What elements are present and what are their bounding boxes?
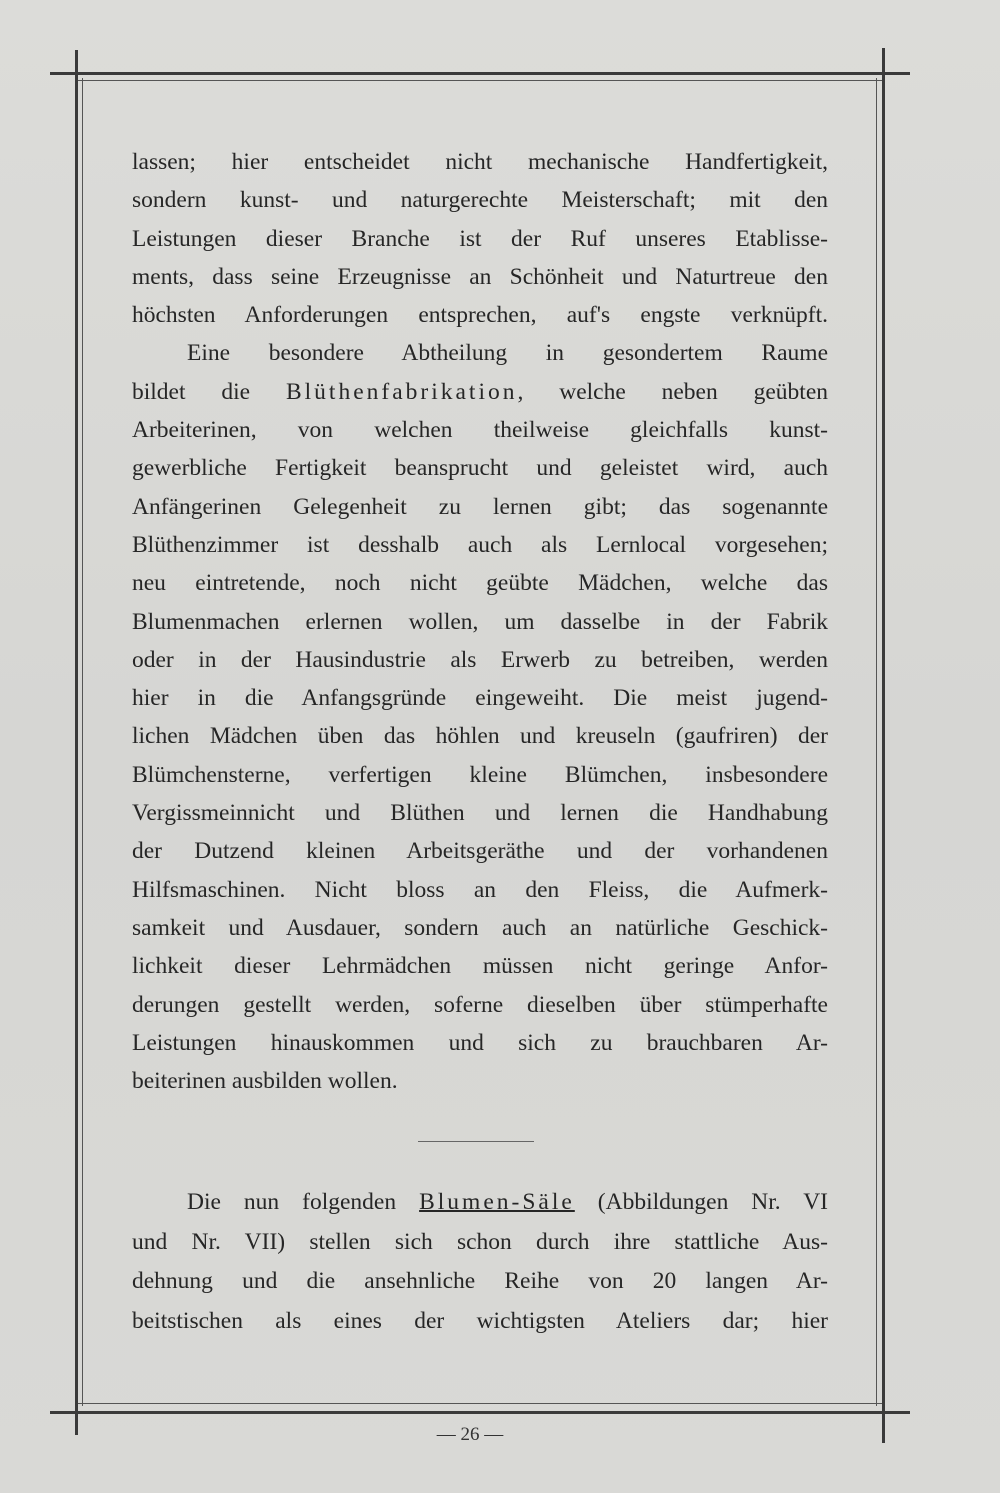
text-fragment: Die nun folgenden [187, 1189, 397, 1215]
text-line: lichen Mädchen üben das höhlen und kreuseln (gaufriren) der [132, 723, 828, 750]
text-line: beitstischen als eines der wichtigsten Ateliers dar; hier [132, 1307, 828, 1334]
frame-bottom-inner-rule [75, 1403, 885, 1404]
text-line: Vergissmeinnicht und Blüthen und lernen die Handhabung [132, 800, 828, 827]
text-line: sondern kunst- und naturgerechte Meisterschaft; mit den [132, 187, 828, 214]
section-term: Blumen-Säle [419, 1189, 575, 1215]
body-text [132, 143, 828, 1100]
spaced-term: Blüthenfabrikation [285, 378, 518, 405]
text-line: lichkeit dieser Lehrmädchen müssen nicht geringe Anfor- [132, 953, 828, 980]
text-line: derungen gestellt werden, soferne dieselben über stümperhafte [132, 991, 828, 1018]
text-line: höchsten Anforderungen entsprechen, auf's engste verknüpft. [132, 302, 828, 329]
frame-left-outer-rule [75, 50, 78, 1435]
text-line: der Dutzend kleinen Arbeitsgeräthe und der vorhandenen [132, 838, 828, 865]
text-line: Hilfsmaschinen. Nicht bloss an den Fleiss, die Aufmerk- [132, 876, 828, 903]
body-text-section-2 [132, 1183, 828, 1341]
frame-top-outer-rule [50, 72, 910, 75]
text-line: Blumenmachen erlernen wollen, um dasselbe in der Fabrik [132, 608, 828, 635]
text-line: dehnung und die ansehnliche Reihe von 20 langen Ar- [132, 1268, 828, 1294]
text-line: Blümchensterne, verfertigen kleine Blümchen, insbesondere [132, 761, 828, 788]
text-line: neu eintretende, noch nicht geübte Mädchen, welche das [132, 570, 828, 597]
text-line: Eine besondere Abtheilung in gesondertem Raume [187, 340, 828, 367]
text-line: und Nr. VII) stellen sich schon durch ihre stattliche Aus- [132, 1228, 828, 1255]
text-fragment: , welche neben geübten [517, 378, 828, 405]
text-fragment: (Abbildungen Nr. VI [597, 1189, 829, 1215]
text-line: oder in der Hausindustrie als Erwerb zu betreiben, werden [132, 646, 828, 673]
frame-bottom-outer-rule [50, 1411, 910, 1414]
frame-left-inner-rule [82, 78, 83, 1406]
text-line-with-term [132, 1183, 828, 1223]
text-line: Blüthenzimmer ist desshalb auch als Lernlocal vorgesehen; [132, 531, 828, 558]
text-line: Leistungen hinauskommen und sich zu brauchbaren Ar- [132, 1029, 828, 1056]
text-line: hier in die Anfangsgründe eingeweiht. Die meist jugend- [132, 685, 828, 712]
section-separator [418, 1141, 534, 1142]
page-number: — 26 — [436, 1424, 504, 1445]
frame-right-outer-rule [882, 48, 885, 1443]
text-line: Arbeiterinen, von welchen theilweise gleichfalls kunst- [132, 417, 828, 444]
text-line: Anfängerinen Gelegenheit zu lernen gibt; das sogenannte [132, 493, 828, 520]
text-line: gewerbliche Fertigkeit beansprucht und geleistet wird, auch [132, 455, 828, 482]
text-line: ments, dass seine Erzeugnisse an Schönheit und Naturtreue den [132, 263, 828, 290]
text-fragment: bildet die [132, 378, 286, 405]
frame-right-inner-rule [876, 78, 877, 1406]
text-line: Leistungen dieser Branche ist der Ruf unseres Etablisse- [132, 225, 828, 252]
text-line: beiterinen ausbilden wollen. [132, 1068, 398, 1095]
frame-top-inner-rule [75, 80, 885, 81]
text-line: lassen; hier entscheidet nicht mechanische Handfertigkeit, [132, 149, 828, 175]
text-line: samkeit und Ausdauer, sondern auch an natürliche Geschick- [132, 914, 828, 941]
text-line-with-spaced-term [132, 373, 828, 411]
